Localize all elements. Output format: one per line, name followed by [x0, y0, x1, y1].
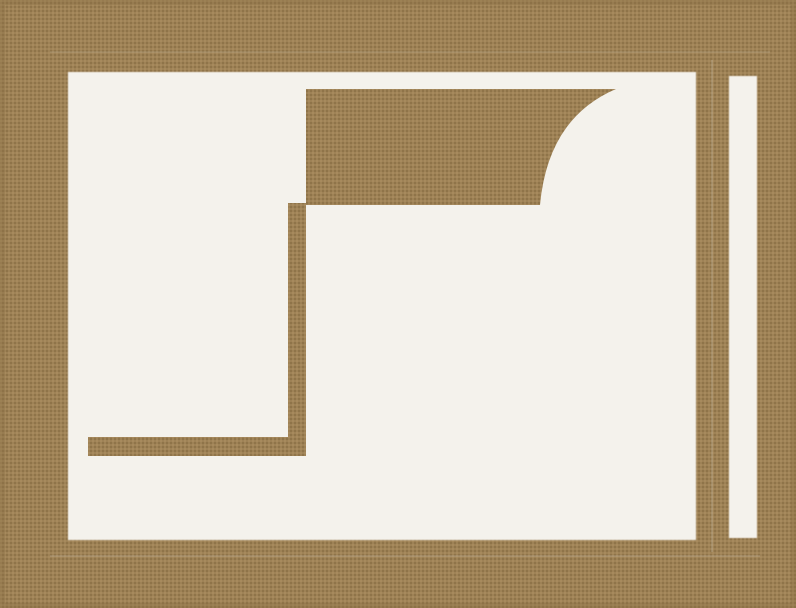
linen-horizontal-foot	[88, 437, 306, 456]
linen-vertical-stem	[288, 203, 306, 456]
white-vertical-stripe	[729, 76, 757, 538]
